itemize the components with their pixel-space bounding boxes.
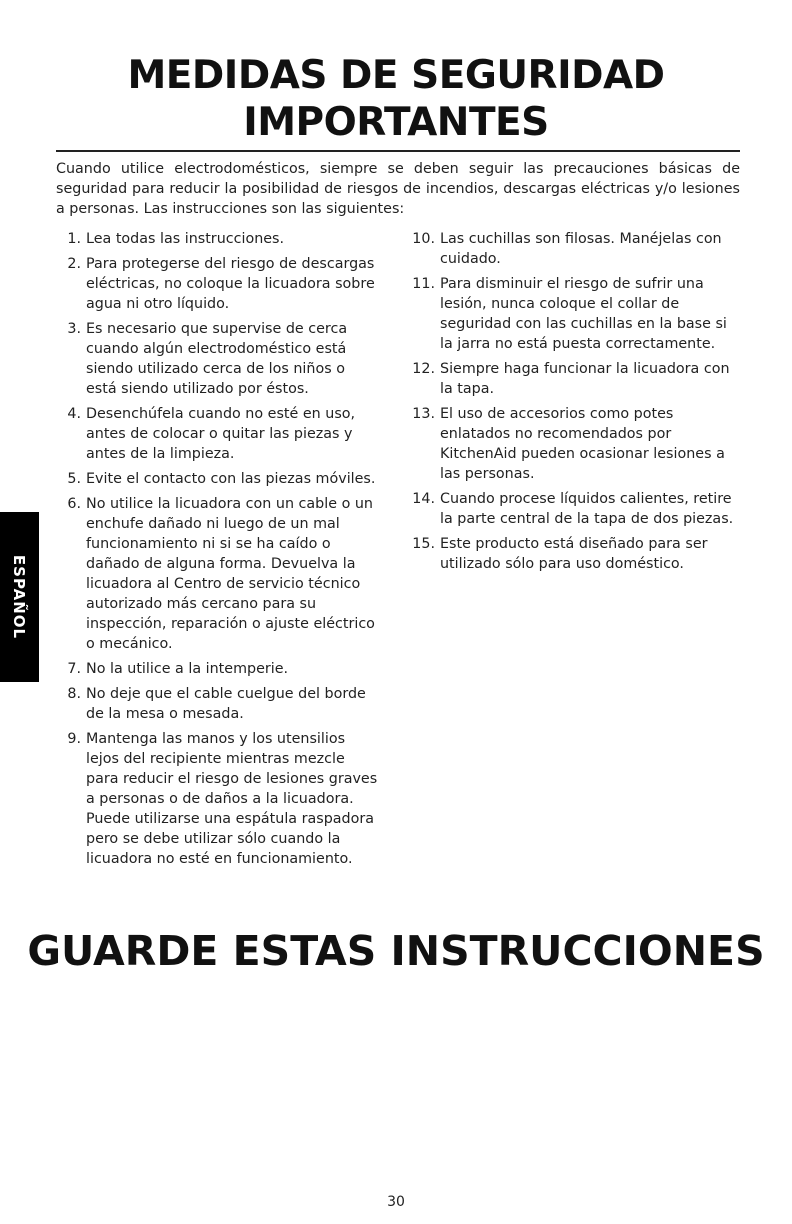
item-number: 1. <box>67 231 81 247</box>
instruction-item <box>60 229 380 249</box>
item-number: 12. <box>412 361 435 377</box>
page-title-line-2: IMPORTANTES <box>243 100 549 145</box>
instruction-item <box>406 229 742 269</box>
item-number: 15. <box>412 536 435 552</box>
item-text: Para disminuir el riesgo de sufrir una lesión, nunca coloque el collar de seguridad con las cuchillas en la base si la jarra no está puesta correctamente. <box>440 276 727 352</box>
instruction-item <box>60 404 380 464</box>
item-text: Cuando procese líquidos calientes, retire la parte central de la tapa de dos piezas. <box>440 491 734 527</box>
instructions-left-column <box>60 229 380 874</box>
instruction-item <box>60 469 380 489</box>
instruction-item <box>406 489 742 529</box>
item-number: 14. <box>412 491 435 507</box>
item-text: El uso de accesorios como potes enlatados no recomendados por KitchenAid pueden ocasionar lesiones a las personas. <box>440 406 725 482</box>
item-number: 5. <box>67 471 81 487</box>
instruction-item <box>406 534 742 574</box>
instruction-item <box>60 494 380 654</box>
item-number: 11. <box>412 276 435 292</box>
item-text: Este producto está diseñado para ser utilizado sólo para uso doméstico. <box>440 536 708 572</box>
item-number: 7. <box>67 661 81 677</box>
instruction-item <box>60 729 380 869</box>
item-number: 6. <box>67 496 81 512</box>
item-number: 13. <box>412 406 435 422</box>
item-text: Evite el contacto con las piezas móviles. <box>86 471 376 487</box>
item-number: 4. <box>67 406 81 422</box>
page-title-line-1: MEDIDAS DE SEGURIDAD <box>127 53 665 98</box>
intro-paragraph: Cuando utilice electrodomésticos, siempre se deben seguir las precauciones básicas de seguridad para reducir la posibilidad de riesgos de incendios, descargas eléctricas y/o lesiones a personas. Las instrucciones son las siguientes: <box>56 161 740 217</box>
instruction-item <box>60 659 380 679</box>
language-side-tab-label: ESPAÑOL <box>10 554 29 640</box>
item-text: Siempre haga funcionar la licuadora con la tapa. <box>440 361 730 397</box>
language-side-tab <box>0 512 39 682</box>
item-text: Es necesario que supervise de cerca cuando algún electrodoméstico está siendo utilizado cerca de los niños o está siendo utilizado por éstos. <box>86 321 348 397</box>
page-title <box>0 52 792 146</box>
instruction-item <box>406 404 742 484</box>
item-text: Desenchúfela cuando no esté en uso, antes de colocar o quitar las piezas y antes de la limpieza. <box>86 406 356 462</box>
save-instructions-heading: GUARDE ESTAS INSTRUCCIONES <box>27 927 765 975</box>
item-number: 2. <box>67 256 81 272</box>
item-text: Mantenga las manos y los utensilios lejos del recipiente mientras mezcle para reducir el riesgo de lesiones graves a personas o de daños a la licuadora. Puede utilizarse una espátula raspadora pero se debe utilizar sólo cuando la licuadora no esté en funcionamiento. <box>86 731 378 867</box>
instruction-item <box>60 254 380 314</box>
item-text: No deje que el cable cuelgue del borde de la mesa o mesada. <box>86 686 366 722</box>
item-number: 8. <box>67 686 81 702</box>
instructions-right-column <box>406 229 742 579</box>
item-text: No utilice la licuadora con un cable o un enchufe dañado ni luego de un mal funcionamiento ni si se ha caído o dañado de alguna forma. Devuelva la licuadora al Centro de servicio técnico autorizado más cercano para su inspección, reparación o ajuste eléctrico o mecánico. <box>86 496 375 652</box>
item-text: Lea todas las instrucciones. <box>86 231 285 247</box>
instruction-item <box>60 319 380 399</box>
instruction-item <box>60 684 380 724</box>
title-divider <box>56 150 740 152</box>
item-text: No la utilice a la intemperie. <box>86 661 289 677</box>
item-number: 3. <box>67 321 81 337</box>
page-number: 30 <box>387 1194 405 1210</box>
instruction-item <box>406 274 742 354</box>
instruction-item <box>406 359 742 399</box>
item-text: Para protegerse del riesgo de descargas eléctricas, no coloque la licuadora sobre agua ni otro líquido. <box>86 256 375 312</box>
item-number: 10. <box>412 231 435 247</box>
item-number: 9. <box>67 731 81 747</box>
item-text: Las cuchillas son filosas. Manéjelas con cuidado. <box>440 231 722 267</box>
